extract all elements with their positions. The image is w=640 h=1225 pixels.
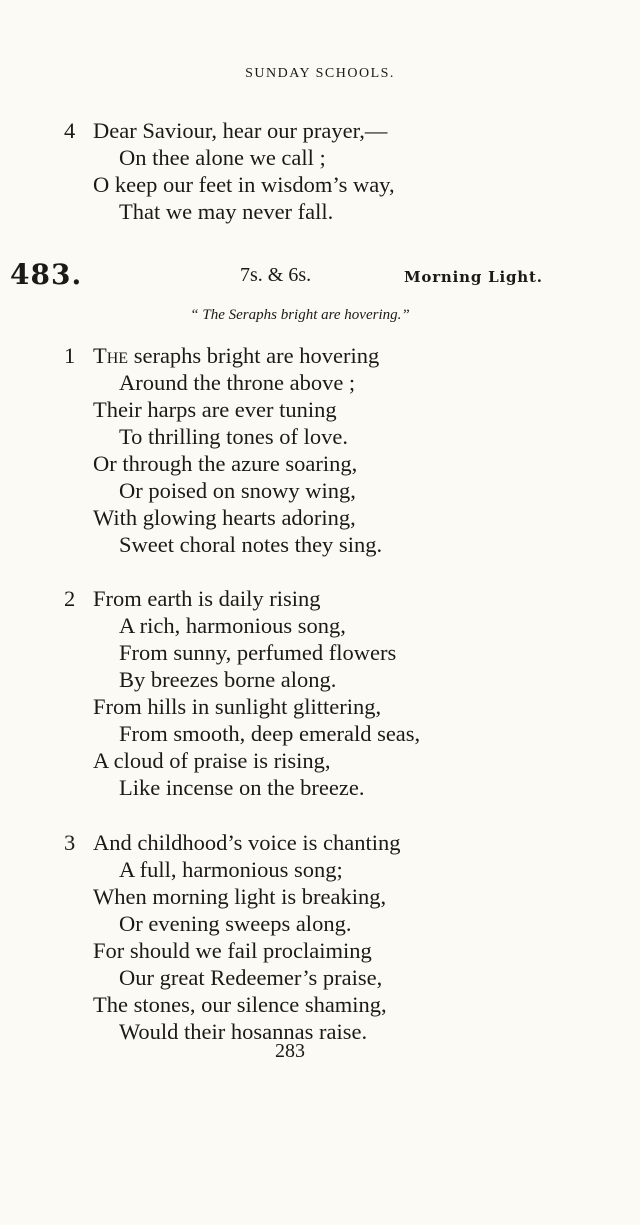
stanza-number: 1: [64, 343, 76, 368]
verse-line: O keep our feet in wisdom’s way,: [93, 172, 395, 197]
verse-line: Sweet choral notes they sing.: [119, 532, 383, 557]
verse-line: Or evening sweeps along.: [119, 911, 352, 936]
first-line-citation: “ The Seraphs bright are hovering.”: [190, 307, 410, 323]
verse-line-rest: seraphs bright are hovering: [128, 343, 380, 368]
verse-line: With glowing hearts adoring,: [93, 505, 356, 530]
stanza-number: 3: [64, 830, 76, 855]
verse-line: Their harps are ever tuning: [93, 397, 337, 422]
verse-line: A rich, harmonious song,: [119, 613, 346, 638]
hymn-number: 483.: [10, 258, 83, 291]
verse-line: Or poised on snowy wing,: [119, 478, 356, 503]
verse-line: From smooth, deep emerald seas,: [119, 721, 421, 746]
verse-line: [93, 342, 379, 369]
verse-line: On thee alone we call ;: [119, 145, 326, 170]
verse-line: To thrilling tones of love.: [119, 424, 349, 449]
verse-line: By breezes borne along.: [119, 667, 337, 692]
verse-line: Around the throne above ;: [119, 370, 356, 395]
verse-line: When morning light is breaking,: [93, 884, 387, 909]
verse-line: A cloud of praise is rising,: [93, 748, 331, 773]
running-head: SUNDAY SCHOOLS.: [245, 66, 395, 81]
verse-line: For should we fail proclaiming: [93, 938, 372, 963]
verse-line: A full, harmonious song;: [119, 857, 343, 882]
verse-line: From sunny, perfumed flowers: [119, 640, 397, 665]
stanza-number: 2: [64, 586, 76, 611]
page-number: 283: [275, 1040, 305, 1062]
verse-line: That we may never fall.: [119, 199, 334, 224]
tune-name: Morning Light.: [404, 268, 543, 286]
verse-line: Dear Saviour, hear our prayer,—: [93, 118, 388, 143]
verse-line: And childhood’s voice is chanting: [93, 830, 401, 855]
verse-line: Or through the azure soaring,: [93, 451, 358, 476]
smallcaps-opening: The: [93, 343, 129, 368]
verse-line: Like incense on the breeze.: [119, 775, 365, 800]
stanza-number: 4: [64, 118, 76, 143]
verse-line: The stones, our silence shaming,: [93, 992, 387, 1017]
verse-line: From earth is daily rising: [93, 586, 321, 611]
verse-line: Would their hosannas raise.: [119, 1019, 368, 1044]
hymn-meter: 7s. & 6s.: [240, 264, 312, 286]
verse-line: Our great Redeemer’s praise,: [119, 965, 383, 990]
verse-line: From hills in sunlight glittering,: [93, 694, 382, 719]
